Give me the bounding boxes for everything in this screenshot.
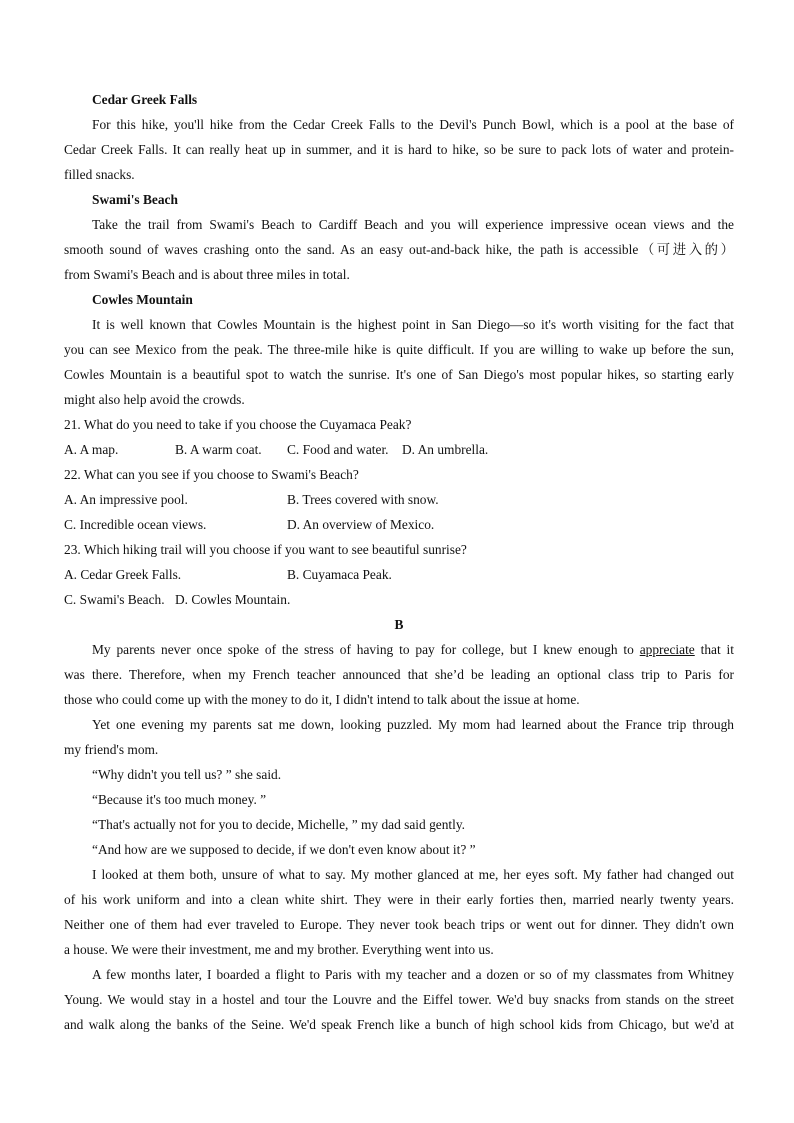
option-c: C. Food and water. (287, 442, 389, 457)
option-c: C. Incredible ocean views. (64, 517, 207, 532)
option-d: D. Cowles Mountain. (175, 592, 291, 607)
passage-b-title: B (394, 617, 404, 632)
paragraph-line: It is well known that Cowles Mountain is the highest point in San Diego—so it's worth visiting for the fact that (92, 317, 734, 332)
paragraph-line: from Swami's Beach and is about three miles in total. (64, 267, 350, 282)
dialogue-line: “That's actually not for you to decide, Michelle, ” my dad said gently. (92, 817, 466, 832)
paragraph-line: Neither one of them had ever traveled to Europe. They never took beach trips or went out for dinner. They didn't own (64, 917, 734, 932)
paragraph-line: was there. Therefore, when my French teacher announced that she’d be leading an optional class trip to Paris for (64, 667, 734, 682)
text-span: My parents never once spoke of the stress of having to pay for college, but I knew enough to (92, 642, 640, 657)
paragraph-line: a house. We were their investment, me and my brother. Everything went into us. (64, 942, 494, 957)
paragraph-line: might also help avoid the crowds. (64, 392, 245, 407)
question-22-stem: 22. What can you see if you choose to Swami's Beach? (64, 467, 359, 482)
paragraph-line: Yet one evening my parents sat me down, looking puzzled. My mom had learned about the France trip through (92, 717, 734, 732)
option-b: B. Trees covered with snow. (287, 492, 439, 507)
paragraph-line: Take the trail from Swami's Beach to Cardiff Beach and you will experience impressive ocean views and the (92, 217, 734, 232)
question-23-stem: 23. Which hiking trail will you choose if you want to see beautiful sunrise? (64, 542, 467, 557)
option-b: B. Cuyamaca Peak. (287, 567, 392, 582)
section-heading-swami: Swami's Beach (92, 192, 178, 207)
question-21-stem: 21. What do you need to take if you choose the Cuyamaca Peak? (64, 417, 412, 432)
paragraph-line: Young. We would stay in a hostel and tour the Louvre and the Eiffel tower. We'd buy snacks from stands on the street (64, 992, 734, 1007)
question-22-options-cd (64, 512, 734, 537)
dialogue-line: “Because it's too much money. ” (92, 792, 267, 807)
question-22-options-ab (64, 487, 734, 512)
paragraph-line: For this hike, you'll hike from the Cedar Creek Falls to the Devil's Punch Bowl, which is a pool at the base of (92, 117, 734, 132)
paragraph-line: and walk along the banks of the Seine. We'd speak French like a bunch of high school kids from Chicago, but we'd at (64, 1017, 734, 1032)
paragraph-line: I looked at them both, unsure of what to say. My mother glanced at me, her eyes soft. My father had changed out (92, 867, 734, 882)
dialogue-line: “Why didn't you tell us? ” she said. (92, 767, 282, 782)
paragraph-line: my friend's mom. (64, 742, 159, 757)
option-d: D. An umbrella. (402, 442, 489, 457)
option-b: B. A warm coat. (175, 442, 262, 457)
question-23-options-ab (64, 562, 734, 587)
question-23-options-cd (64, 587, 734, 612)
paragraph-line: Cedar Creek Falls. It can really heat up in summer, and it is hard to hike, so be sure to pack lots of water and protein- (64, 142, 734, 157)
option-a: A. An impressive pool. (64, 492, 188, 507)
paragraph-line (64, 637, 734, 662)
option-a: A. Cedar Greek Falls. (64, 567, 182, 582)
paragraph-line: filled snacks. (64, 167, 135, 182)
paragraph-line: you can see Mexico from the peak. The three-mile hike is quite difficult. If you are willing to wake up before the sun, (64, 342, 734, 357)
underlined-word: appreciate (639, 642, 695, 657)
paragraph-line: of his work uniform and into a clean white shirt. They were in their early forties then, married nearly twenty years. (64, 892, 734, 907)
text-span: that it (694, 642, 734, 657)
paragraph-line: A few months later, I boarded a flight to Paris with my teacher and a dozen or so of my classmates from Whitney (92, 967, 734, 982)
question-21-options (64, 437, 734, 462)
section-heading-cowles: Cowles Mountain (92, 292, 193, 307)
option-d: D. An overview of Mexico. (287, 517, 435, 532)
option-a: A. A map. (64, 442, 119, 457)
paragraph-line: smooth sound of waves crashing onto the sand. As an easy out-and-back hike, the path is accessible（可进入的） (64, 242, 734, 257)
option-c: C. Swami's Beach. (64, 592, 165, 607)
paragraph-line: those who could come up with the money to do it, I didn't intend to talk about the issue at home. (64, 692, 580, 707)
section-heading-cedar: Cedar Greek Falls (92, 92, 198, 107)
document-content (64, 87, 734, 1037)
paragraph-line: Cowles Mountain is a beautiful spot to watch the sunrise. It's one of San Diego's most popular hikes, so starting early (64, 367, 734, 382)
dialogue-line: “And how are we supposed to decide, if we don't even know about it? ” (92, 842, 476, 857)
